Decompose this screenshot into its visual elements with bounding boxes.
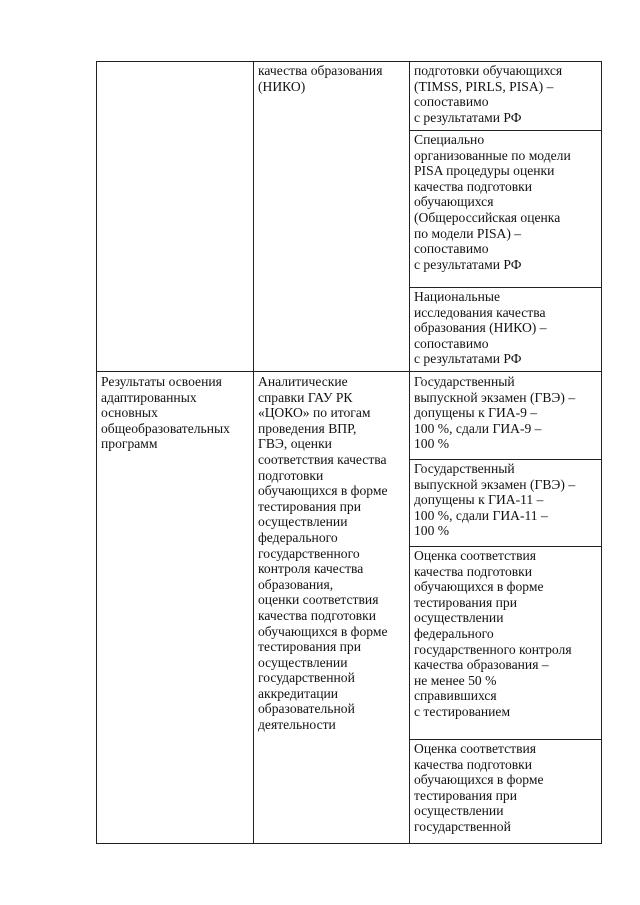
table-row-divider (96, 371, 602, 372)
cell-line: не менее 50 % (414, 672, 497, 688)
cell-line: основных (101, 405, 158, 421)
cell-row2-col3-3 (414, 548, 598, 720)
cell-line: общеобразовательных (101, 420, 230, 436)
cell-row2-col1 (101, 374, 249, 452)
col3-divider-2 (409, 287, 602, 288)
cell-line: Государственный (414, 374, 515, 389)
cell-row2-col2 (258, 374, 406, 733)
cell-line: (TIMSS, PIRLS, PISA) – (414, 78, 554, 94)
cell-line: 100 %, сдали ГИА-9 – (414, 420, 542, 436)
cell-line: образования, (258, 576, 334, 592)
cell-line: тестирования при (258, 639, 361, 655)
cell-line: Специально (414, 132, 485, 147)
cell-line: допущены к ГИА-9 – (414, 405, 538, 421)
cell-continued-col2 (258, 63, 406, 94)
cell-line: с результатами РФ (414, 351, 522, 367)
cell-line: качества подготовки (414, 563, 533, 579)
cell-line: качества образования (258, 63, 383, 78)
cell-line: обучающихся в форме (258, 623, 388, 639)
cell-line: федерального (414, 625, 494, 641)
table-col-divider-1 (253, 61, 254, 844)
cell-row2-col3-1 (414, 374, 598, 452)
cell-line: Национальные (414, 289, 501, 304)
cell-line: государственной (258, 670, 355, 686)
cell-line: государственного контроля (414, 641, 572, 657)
cell-line: справившихся (414, 688, 497, 704)
cell-line: осуществлении (258, 654, 348, 670)
cell-line: государственной (414, 818, 511, 834)
cell-line: осуществлении (414, 610, 504, 626)
cell-line: адаптированных (101, 389, 197, 405)
cell-line: с тестированием (414, 703, 511, 719)
cell-line: оценки соответствия (258, 592, 379, 608)
cell-line: PISA процедуры оценки (414, 163, 555, 179)
cell-line: Результаты освоения (101, 374, 222, 389)
cell-line: тестирования при (258, 498, 361, 514)
table-border-top (96, 61, 602, 62)
cell-line: с результатами РФ (414, 109, 522, 125)
cell-line: (Общероссийская оценка (414, 209, 561, 225)
cell-line: «ЦОКО» по итогам (258, 405, 371, 421)
cell-line: государственного (258, 545, 360, 561)
cell-line: организованные по модели (414, 147, 571, 163)
col3-divider-4 (409, 546, 602, 547)
cell-line: образования (НИКО) – (414, 320, 547, 336)
cell-line: с результатами РФ (414, 256, 522, 272)
cell-line: тестирования при (414, 594, 517, 610)
cell-line: обучающихся в форме (414, 579, 544, 595)
cell-line: 100 %, сдали ГИА-11 – (414, 507, 548, 523)
cell-line: осуществлении (414, 803, 504, 819)
cell-line: качества подготовки (414, 178, 533, 194)
cell-line: справки ГАУ РК (258, 389, 353, 405)
cell-line: сопоставимо (414, 241, 489, 257)
cell-line: сопоставимо (414, 94, 489, 110)
cell-line: ГВЭ, оценки (258, 436, 332, 452)
cell-continued-col3-2 (414, 132, 598, 272)
cell-line: программ (101, 436, 158, 452)
col3-divider-3 (409, 459, 602, 460)
cell-line: подготовки (258, 467, 324, 483)
cell-line: деятельности (258, 717, 336, 733)
cell-line: 100 % (414, 436, 450, 452)
cell-line: выпускной экзамен (ГВЭ) – (414, 389, 576, 405)
cell-line: качества образования – (414, 657, 549, 673)
cell-line: подготовки обучающихся (414, 63, 563, 78)
cell-continued-col3-3 (414, 289, 598, 367)
cell-line: (НИКО) (258, 78, 306, 94)
cell-line: исследования качества (414, 304, 546, 320)
cell-line: обучающихся (414, 194, 494, 210)
cell-line: выпускной экзамен (ГВЭ) – (414, 476, 576, 492)
cell-line: сопоставимо (414, 335, 489, 351)
cell-line: 100 % (414, 523, 450, 539)
cell-continued-col3-1 (414, 63, 598, 125)
cell-line: обучающихся в форме (258, 483, 388, 499)
table-border-left (96, 61, 97, 844)
col3-divider-1 (409, 130, 602, 131)
cell-line: обучающихся в форме (414, 772, 544, 788)
cell-line: аккредитации (258, 685, 339, 701)
cell-line: Аналитические (258, 374, 348, 389)
cell-line: федерального (258, 529, 338, 545)
table-col-divider-2 (409, 61, 410, 844)
table-border-bottom (96, 843, 602, 844)
col3-divider-5 (409, 739, 602, 740)
cell-line: качества подготовки (258, 607, 377, 623)
cell-row2-col3-4 (414, 741, 598, 835)
cell-line: качества подготовки (414, 756, 533, 772)
cell-line: по модели PISA) – (414, 225, 522, 241)
cell-line: проведения ВПР, (258, 420, 357, 436)
cell-line: соответствия качества (258, 451, 387, 467)
cell-row2-col3-2 (414, 461, 598, 539)
table-border-right (601, 61, 602, 844)
cell-line: образовательной (258, 701, 355, 717)
cell-line: Оценка соответствия (414, 548, 537, 563)
cell-line: контроля качества (258, 561, 364, 577)
cell-line: осуществлении (258, 514, 348, 530)
cell-line: Оценка соответствия (414, 741, 537, 756)
cell-line: тестирования при (414, 787, 517, 803)
cell-line: Государственный (414, 461, 515, 476)
cell-line: допущены к ГИА-11 – (414, 492, 544, 508)
